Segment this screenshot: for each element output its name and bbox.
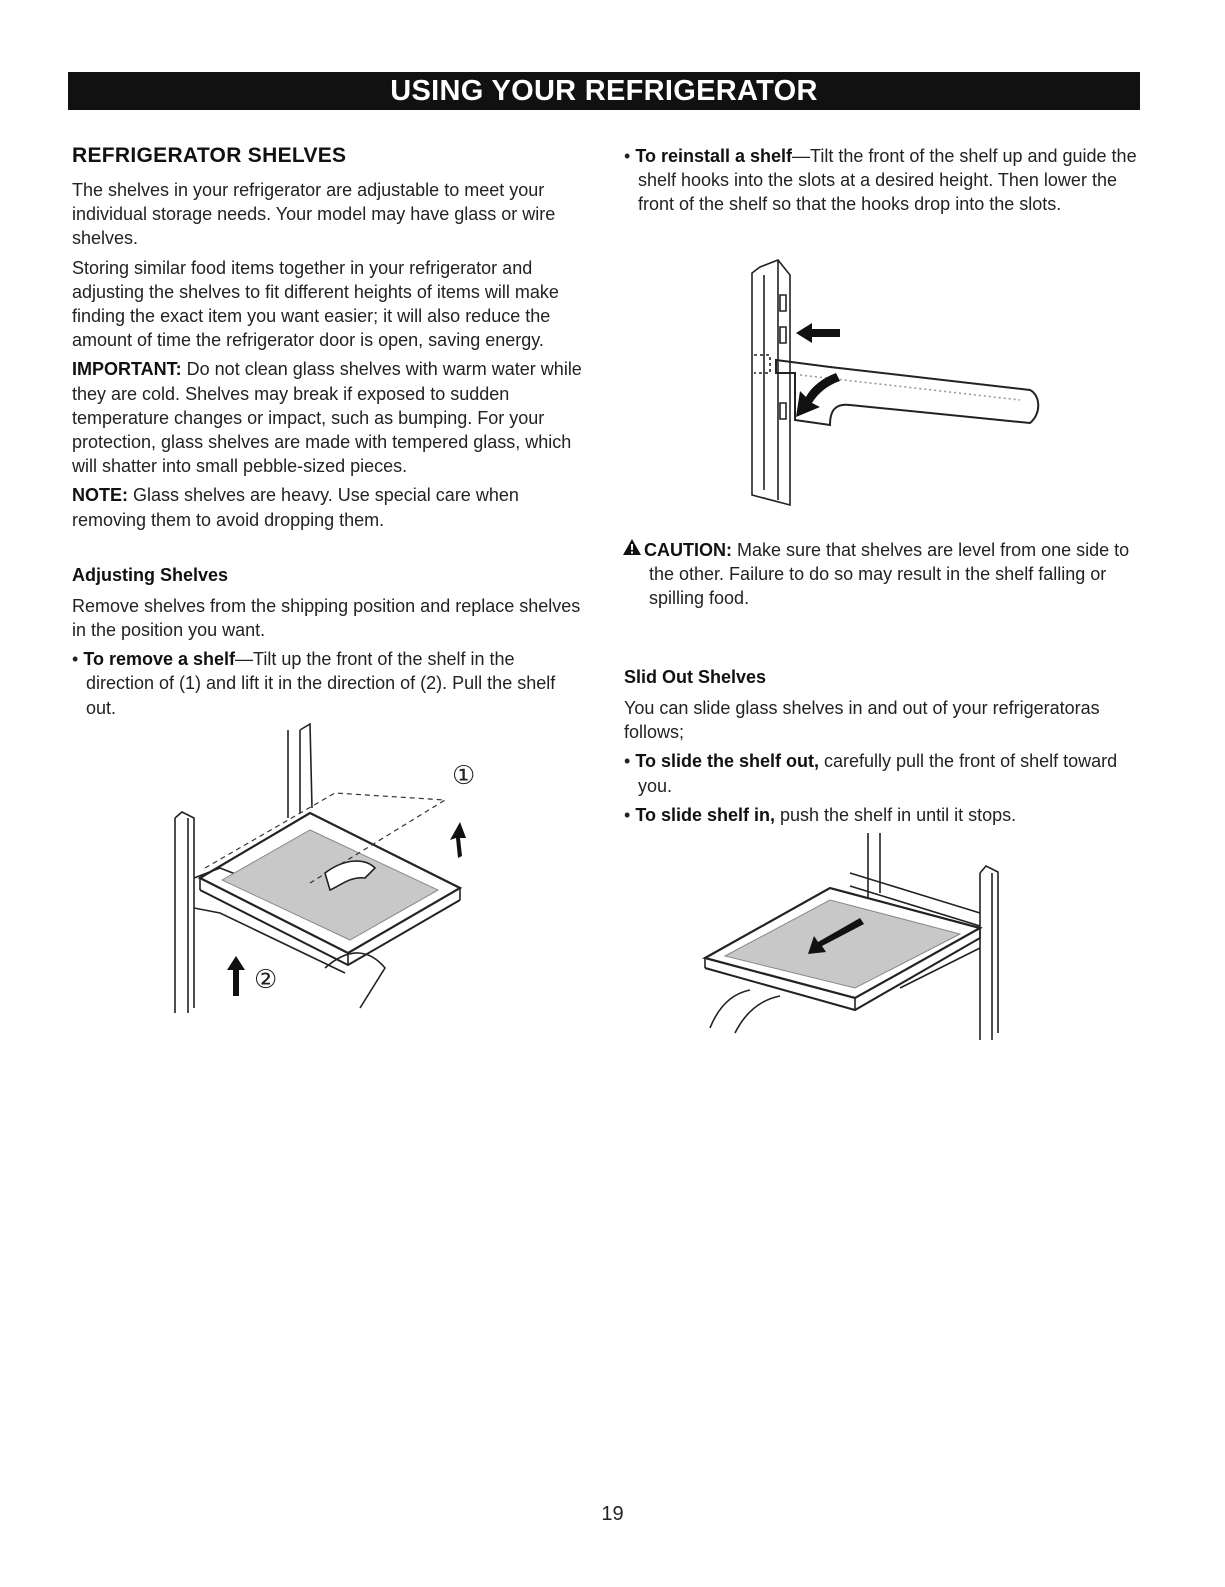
arrow-up-icon [450, 822, 466, 858]
remove-shelf-illustration [160, 718, 500, 1018]
arrow-left-icon [796, 323, 840, 343]
warning-triangle-icon [622, 538, 644, 562]
important-paragraph [72, 357, 582, 478]
remove-shelf-bullet: • To remove a shelf—Tilt up the front of the shelf in the direction of (1) and lift it in the direction of (2). Pull the shelf out. [72, 649, 556, 718]
important-text: Do not clean glass shelves with warm water while they are cold. Shelves may break if exposed to sudden temperature changes or impact, such as bumping. For your protection, glass shelves are made with tempered glass, which will shatter into small pebble-sized pieces. [72, 359, 582, 477]
slide-out-label: To slide the shelf out, [635, 751, 819, 772]
banner-title: USING YOUR REFRIGERATOR [390, 74, 818, 107]
section-banner [68, 72, 1140, 110]
section-title: REFRIGERATOR SHELVES [72, 144, 347, 167]
intro-paragraph-1: The shelves in your refrigerator are adjustable to meet your individual storage needs. Your model may have glass or wire shelves. [72, 180, 556, 249]
caution-paragraph [622, 538, 1142, 611]
slid-out-title: Slid Out Shelves [624, 667, 767, 687]
slide-in-text: push the shelf in until it stops. [775, 804, 1017, 825]
page-number: 19 [601, 1503, 624, 1525]
slide-shelf-illustration [690, 828, 1010, 1043]
slide-out-text: carefully pull the front of shelf toward you. [638, 751, 1118, 796]
caution-text: Make sure that shelves are level from one side to the other. Failure to do so may result in the shelf falling or spilling food. [649, 540, 1130, 609]
intro-paragraph-2: Storing similar food items together in your refrigerator and adjusting the shelves to fit different heights of items will make finding the exact item you want easier; it will also reduce the amount of time the refrigerator door is open, saving energy. [72, 257, 559, 351]
slid-out-section [624, 667, 1144, 832]
caution-block [622, 538, 1142, 616]
arrow-up-icon [227, 956, 245, 996]
note-label: NOTE: [72, 485, 128, 506]
figure-label-2: ② [254, 965, 278, 995]
caution-label: CAUTION: [644, 540, 732, 560]
adjusting-shelves-title: Adjusting Shelves [72, 564, 229, 585]
slide-in-bullet: • To slide shelf in, push the shelf in until it stops. [624, 804, 1017, 825]
reinstall-shelf-label: To reinstall a shelf [635, 146, 793, 166]
reinstall-shelf-bullet: • To reinstall a shelf—Tilt the front of the shelf up and guide the shelf hooks into the slots at a desired height. Then lower the front of the shelf so that the hooks drop into the slots. [624, 146, 1137, 215]
note-paragraph [72, 483, 582, 531]
remove-shelf-label: To remove a shelf [83, 649, 236, 670]
left-column [72, 144, 582, 725]
adjusting-paragraph: Remove shelves from the shipping position and replace shelves in the position you want. [72, 595, 581, 641]
reinstall-shelf-text: —Tilt the front of the shelf up and guide the shelf hooks into the slots at a desired height. Then lower the front of the shelf so that the hooks drop into the slots. [638, 146, 1137, 215]
remove-shelf-text: —Tilt up the front of the shelf in the direction of (1) and lift it in the direction of (2). Pull the shelf out. [86, 649, 556, 718]
slide-out-bullet: • To slide the shelf out, carefully pull the front of shelf toward you. [624, 751, 1118, 796]
note-text: Glass shelves are heavy. Use special care when removing them to avoid dropping them. [72, 485, 519, 530]
figure-label-1: ① [452, 761, 476, 791]
right-column [624, 144, 1144, 222]
slide-in-label: To slide shelf in, [635, 804, 775, 825]
reinstall-shelf-illustration [740, 255, 1060, 515]
important-label: IMPORTANT: [72, 359, 182, 380]
slid-out-paragraph: You can slide glass shelves in and out of your refrigeratoras follows; [624, 698, 1100, 743]
